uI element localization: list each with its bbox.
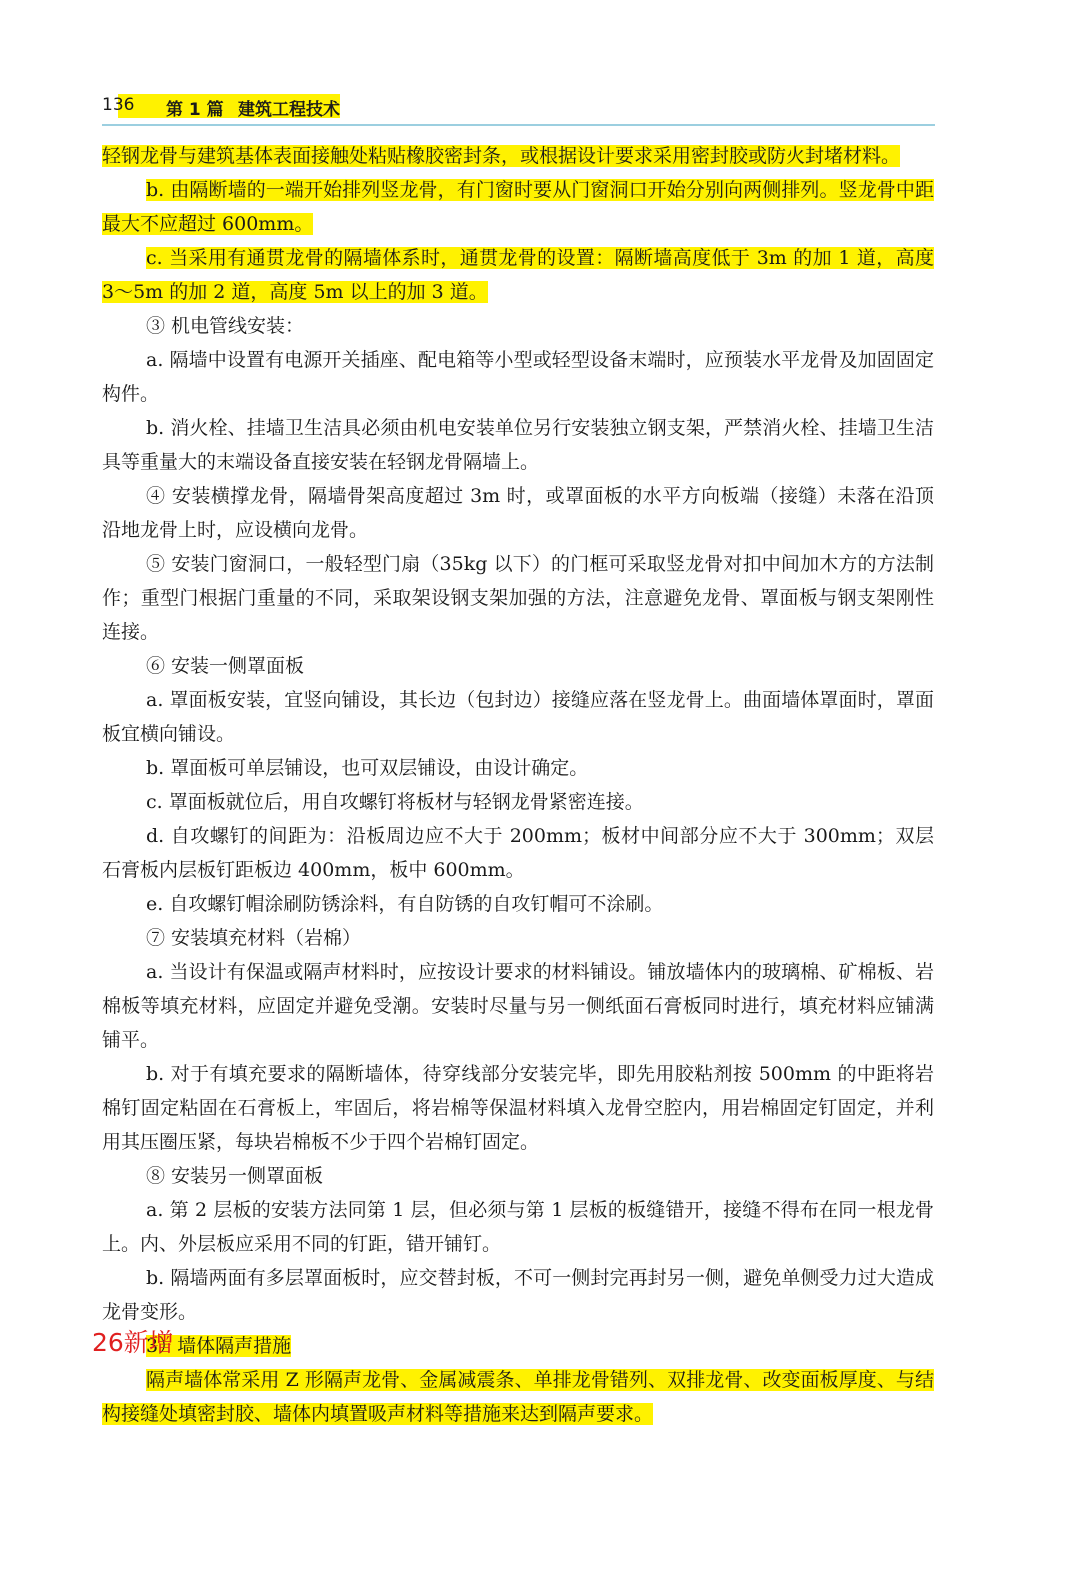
paragraph: ⑦ 安装填充材料（岩棉） (146, 927, 362, 949)
paragraph (102, 139, 934, 173)
paragraph: e. 自攻螺钉帽涂刷防锈涂料，有自防锈的自攻钉帽可不涂刷。 (146, 893, 664, 915)
paragraph (102, 241, 934, 309)
highlighted-text: c. 当采用有通贯龙骨的隔墙体系时，通贯龙骨的设置：隔断墙高度低于 3m 的加 1 道，高度 3～5m 的加 2 道，高度 5m 以上的加 3 道。 (102, 247, 934, 303)
highlighted-text: b. 由隔断墙的一端开始排列竖龙骨，有门窗时要从门窗洞口开始分别向两侧排列。竖龙骨中距最大不应超过 600mm。 (102, 179, 934, 235)
paragraph (102, 173, 934, 241)
highlighted-text: 3）墙体隔声措施 (146, 1335, 292, 1357)
highlighted-text: 隔声墙体常采用 Z 形隔声龙骨、金属减震条、单排龙骨错列、双排龙骨、改变面板厚度、与结构接缝处填密封胶、墙体内填置吸声材料等措施来达到隔声要求。 (102, 1369, 934, 1425)
page-body (92, 139, 934, 1431)
paragraph: a. 罩面板安装，宜竖向铺设，其长边（包封边）接缝应落在竖龙骨上。曲面墙体罩面时，罩面板宜横向铺设。 (102, 689, 934, 745)
paragraph: c. 罩面板就位后，用自攻螺钉将板材与轻钢龙骨紧密连接。 (146, 791, 644, 813)
paragraph (102, 1363, 934, 1431)
paragraph: a. 当设计有保温或隔声材料时，应按设计要求的材料铺设。铺放墙体内的玻璃棉、矿棉板、岩棉板等填充材料，应固定并避免受潮。安装时尽量与另一侧纸面石膏板同时进行，填充材料应铺满铺平。 (102, 961, 934, 1051)
new-annotation-tag: 26新增 (92, 1328, 174, 1357)
paragraph: b. 隔墙两面有多层罩面板时，应交替封板，不可一侧封完再封另一侧，避免单侧受力过大造成龙骨变形。 (102, 1267, 934, 1323)
header-divider (102, 124, 935, 126)
section-heading (92, 1328, 934, 1363)
paragraph: a. 第 2 层板的安装方法同第 1 层，但必须与第 1 层板的板缝错开，接缝不得布在同一根龙骨上。内、外层板应采用不同的钉距，错开铺钉。 (102, 1199, 934, 1255)
paragraph: b. 消火栓、挂墙卫生洁具必须由机电安装单位另行安装独立钢支架，严禁消火栓、挂墙卫生洁具等重量大的末端设备直接安装在轻钢龙骨隔墙上。 (102, 417, 934, 473)
paragraph: d. 自攻螺钉的间距为：沿板周边应不大于 200mm；板材中间部分应不大于 300mm；双层石膏板内层板钉距板边 400mm，板中 600mm。 (102, 825, 934, 881)
part-title: 建筑工程技术 (238, 100, 340, 120)
paragraph: a. 隔墙中设置有电源开关插座、配电箱等小型或轻型设备末端时，应预装水平龙骨及加固固定构件。 (102, 349, 934, 405)
paragraph: ⑤ 安装门窗洞口，一般轻型门扇（35kg 以下）的门框可采取竖龙骨对扣中间加木方的方法制作；重型门根据门重量的不同，采取架设钢支架加强的方法，注意避免龙骨、罩面板与钢支架刚性连接。 (102, 553, 934, 643)
paragraph: ③ 机电管线安装： (146, 315, 305, 337)
paragraph: b. 对于有填充要求的隔断墙体，待穿线部分安装完毕，即先用胶粘剂按 500mm 的中距将岩棉钉固定粘固在石膏板上，牢固后，将岩棉等保温材料填入龙骨空腔内，用岩棉固定钉固定，并利用其压圈压紧，每块岩棉板不少于四个岩棉钉固定。 (102, 1063, 934, 1153)
paragraph: b. 罩面板可单层铺设，也可双层铺设，由设计确定。 (146, 757, 589, 779)
paragraph: ⑧ 安装另一侧罩面板 (146, 1165, 324, 1187)
page-header (102, 94, 935, 124)
part-label: 第 1 篇 (166, 100, 224, 120)
highlighted-text: 轻钢龙骨与建筑基体表面接触处粘贴橡胶密封条，或根据设计要求采用密封胶或防火封堵材料。 (102, 145, 901, 167)
paragraph: ⑥ 安装一侧罩面板 (146, 655, 305, 677)
paragraph: ④ 安装横撑龙骨，隔墙骨架高度超过 3m 时，或罩面板的水平方向板端（接缝）未落在沿顶沿地龙骨上时，应设横向龙骨。 (102, 485, 934, 541)
page-number: 136 (102, 95, 135, 115)
